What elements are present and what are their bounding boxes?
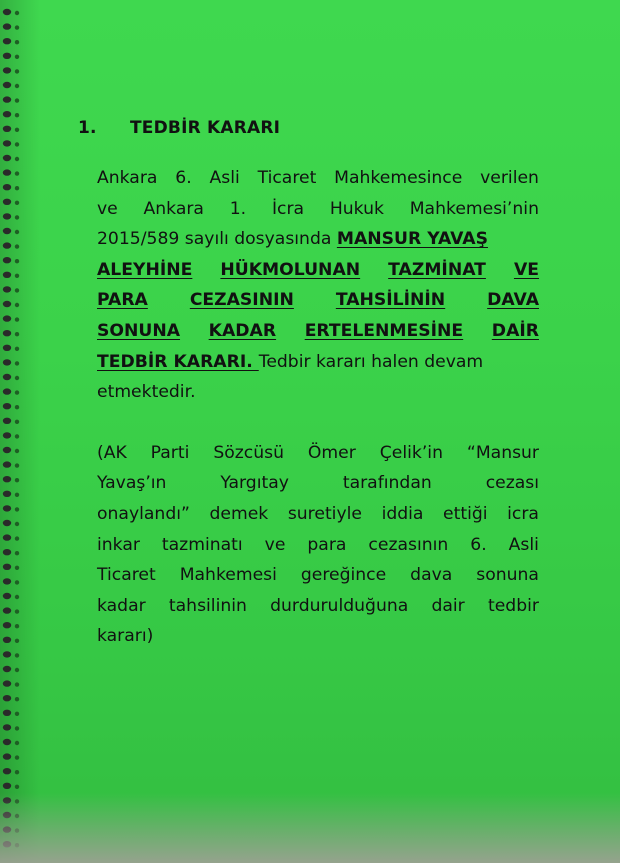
binding-ring: [3, 768, 11, 774]
binding-ring: [3, 374, 11, 380]
document-body: [97, 163, 539, 652]
binding-ring: [3, 184, 11, 190]
word: Ticaret: [97, 565, 156, 586]
binding-hole: [15, 244, 19, 248]
binding-ring: [3, 666, 11, 672]
p2-line-1: [97, 438, 539, 469]
word: Mahkemesince: [334, 168, 463, 188]
p1-line-7-bold: TEDBİR KARARI.: [97, 351, 259, 372]
word: dair: [431, 595, 465, 616]
p1-line-8-text: etmektedir.: [97, 382, 196, 403]
binding-hole: [15, 405, 19, 409]
word: 6.: [175, 168, 192, 188]
binding-ring: [3, 388, 11, 394]
spiral-binding: [0, 0, 26, 863]
binding-hole: [15, 682, 19, 686]
paragraph-gap: [97, 408, 539, 438]
binding-hole: [15, 770, 19, 774]
p2-line-4: [97, 530, 539, 561]
word: 6.: [470, 534, 487, 555]
word: Mahkemesi’nin: [409, 198, 539, 219]
word: onaylandı”: [97, 503, 190, 524]
binding-hole: [15, 522, 19, 526]
binding-ring: [3, 695, 11, 701]
binding-hole: [15, 639, 19, 643]
binding-ring: [3, 724, 11, 730]
binding-hole: [15, 697, 19, 701]
binding-hole: [15, 478, 19, 482]
p1-line-8: [97, 377, 539, 408]
word: (AK: [97, 442, 127, 463]
word: tazminatı: [161, 534, 243, 555]
binding-hole: [15, 11, 19, 15]
word: HÜKMOLUNAN: [220, 259, 361, 280]
word: tahsilinin: [168, 595, 247, 616]
binding-ring: [3, 476, 11, 482]
binding-ring: [3, 739, 11, 745]
word: ve: [264, 534, 286, 555]
p2-line-2: [97, 468, 539, 499]
p2-line-7-text: kararı): [97, 626, 154, 647]
binding-hole: [15, 449, 19, 453]
binding-hole: [15, 113, 19, 117]
binding-hole: [15, 142, 19, 146]
word: İcra: [271, 198, 305, 219]
binding-ring: [3, 505, 11, 511]
binding-ring: [3, 783, 11, 789]
word: durdurulduğuna: [270, 595, 409, 616]
word: SONUNA: [97, 320, 181, 341]
p1-line-3-bold: MANSUR YAVAŞ: [336, 229, 488, 250]
binding-ring: [3, 461, 11, 467]
p1-line-5: [97, 285, 539, 316]
binding-hole: [15, 98, 19, 102]
binding-hole: [15, 259, 19, 263]
word: Yavaş’ın: [97, 473, 167, 494]
word: DAİR: [491, 320, 539, 341]
p1-line-6: [97, 316, 539, 347]
word: tarafından: [342, 473, 432, 494]
word: “Mansur: [466, 442, 539, 463]
binding-hole: [15, 347, 19, 351]
p1-line-7: [97, 347, 539, 378]
binding-hole: [15, 361, 19, 365]
word: ALEYHİNE: [97, 259, 193, 280]
binding-ring: [3, 38, 11, 44]
binding-hole: [15, 215, 19, 219]
word: demek: [209, 503, 269, 524]
word: icra: [507, 503, 539, 524]
binding-ring: [3, 228, 11, 234]
binding-hole: [15, 551, 19, 555]
p2-line-6: [97, 591, 539, 622]
binding-ring: [3, 111, 11, 117]
binding-ring: [3, 403, 11, 409]
binding-hole: [15, 390, 19, 394]
binding-ring: [3, 549, 11, 555]
binding-ring: [3, 242, 11, 248]
binding-ring: [3, 286, 11, 292]
p2-line-7: [97, 621, 539, 652]
binding-hole: [15, 128, 19, 132]
binding-hole: [15, 463, 19, 467]
word: Ticaret: [257, 168, 317, 188]
word: Mahkemesi: [179, 565, 277, 586]
word: sonuna: [476, 565, 539, 586]
binding-ring: [3, 9, 11, 15]
binding-ring: [3, 140, 11, 146]
binding-hole: [15, 668, 19, 672]
word: VE: [513, 259, 539, 280]
binding-ring: [3, 418, 11, 424]
binding-ring: [3, 753, 11, 759]
binding-ring: [3, 213, 11, 219]
binding-hole: [15, 595, 19, 599]
word: suretiyle: [287, 503, 362, 524]
binding-ring: [3, 432, 11, 438]
p1-line-7-plain: Tedbir kararı halen devam: [258, 351, 484, 372]
binding-ring: [3, 491, 11, 497]
binding-hole: [15, 376, 19, 380]
p1-line-3-plain: 2015/589 sayılı dosyasında: [97, 229, 337, 250]
word: Çelik’in: [379, 442, 443, 463]
word: Asli: [508, 534, 539, 555]
binding-hole: [15, 230, 19, 234]
binding-hole: [15, 288, 19, 292]
binding-hole: [15, 25, 19, 29]
word: 1.: [229, 198, 247, 219]
binding-hole: [15, 157, 19, 161]
binding-hole: [15, 493, 19, 497]
p1-line-4: [97, 255, 539, 286]
binding-hole: [15, 332, 19, 336]
word: kadar: [97, 595, 146, 616]
word: verilen: [480, 168, 539, 188]
binding-hole: [15, 171, 19, 175]
binding-ring: [3, 447, 11, 453]
word: Ankara: [143, 198, 204, 219]
binding-ring: [3, 23, 11, 29]
binding-hole: [15, 755, 19, 759]
binding-ring: [3, 710, 11, 716]
word: Asli: [209, 168, 240, 188]
word: CEZASININ: [189, 290, 294, 311]
p2-line-3: [97, 499, 539, 530]
binding-ring: [3, 67, 11, 73]
binding-hole: [15, 84, 19, 88]
binding-hole: [15, 653, 19, 657]
word: DAVA: [487, 290, 539, 311]
binding-ring: [3, 578, 11, 584]
p1-line-3: [97, 224, 539, 255]
word: inkar: [97, 534, 140, 555]
binding-ring: [3, 82, 11, 88]
p1-line-1: [97, 163, 539, 194]
binding-ring: [3, 564, 11, 570]
word: Sözcüsü: [213, 442, 284, 463]
binding-ring: [3, 272, 11, 278]
binding-hole: [15, 507, 19, 511]
binding-ring: [3, 359, 11, 365]
binding-hole: [15, 624, 19, 628]
binding-ring: [3, 155, 11, 161]
word: TAZMİNAT: [388, 259, 486, 280]
binding-hole: [15, 186, 19, 190]
binding-ring: [3, 53, 11, 59]
word: para: [307, 534, 347, 555]
binding-ring: [3, 345, 11, 351]
binding-hole: [15, 40, 19, 44]
word: Hukuk: [329, 198, 384, 219]
binding-ring: [3, 330, 11, 336]
word: Ömer: [307, 442, 356, 463]
binding-ring: [3, 680, 11, 686]
binding-ring: [3, 169, 11, 175]
binding-hole: [15, 303, 19, 307]
word: PARA: [97, 290, 148, 311]
word: Ankara: [97, 168, 158, 188]
word: cezasının: [368, 534, 449, 555]
binding-ring: [3, 126, 11, 132]
binding-hole: [15, 69, 19, 73]
p2-line-5: [97, 560, 539, 591]
binding-hole: [15, 609, 19, 613]
binding-ring: [3, 651, 11, 657]
word: TAHSİLİNİN: [335, 290, 446, 311]
word: gereğince: [300, 565, 387, 586]
binding-hole: [15, 712, 19, 716]
binding-ring: [3, 534, 11, 540]
binding-hole: [15, 274, 19, 278]
binding-hole: [15, 785, 19, 789]
binding-ring: [3, 315, 11, 321]
word: iddia: [381, 503, 424, 524]
word: Parti: [150, 442, 190, 463]
word: tedbir: [487, 595, 539, 616]
page-shadow-bottom: [0, 793, 620, 863]
binding-ring: [3, 301, 11, 307]
binding-ring: [3, 520, 11, 526]
word: ettiği: [443, 503, 488, 524]
binding-ring: [3, 593, 11, 599]
word: cezası: [485, 473, 539, 494]
word: ERTELENMESİNE: [304, 320, 464, 341]
binding-hole: [15, 434, 19, 438]
binding-hole: [15, 420, 19, 424]
word: ve: [97, 198, 118, 219]
word: Yargıtay: [220, 473, 289, 494]
binding-hole: [15, 580, 19, 584]
word: KADAR: [208, 320, 277, 341]
binding-hole: [15, 201, 19, 205]
binding-hole: [15, 536, 19, 540]
binding-ring: [3, 257, 11, 263]
binding-hole: [15, 55, 19, 59]
binding-ring: [3, 199, 11, 205]
section-title: TEDBİR KARARI: [130, 118, 281, 138]
binding-hole: [15, 726, 19, 730]
word: dava: [410, 565, 453, 586]
section-number: 1.: [78, 118, 97, 138]
section-heading: [78, 118, 280, 138]
binding-ring: [3, 637, 11, 643]
p1-line-2: [97, 194, 539, 225]
binding-ring: [3, 607, 11, 613]
binding-ring: [3, 96, 11, 102]
binding-hole: [15, 566, 19, 570]
binding-ring: [3, 622, 11, 628]
binding-hole: [15, 741, 19, 745]
binding-hole: [15, 317, 19, 321]
